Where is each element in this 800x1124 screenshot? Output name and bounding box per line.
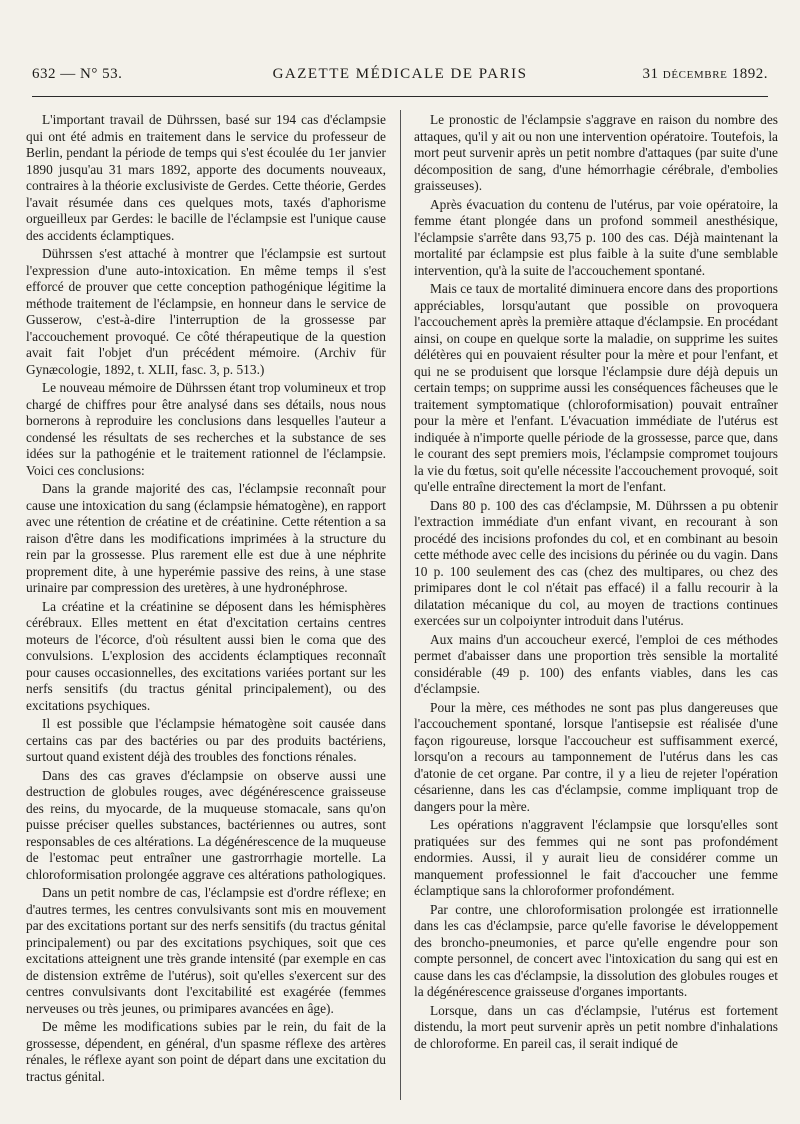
issue-date-day: 31	[642, 66, 659, 82]
paragraph: Le pronostic de l'éclampsie s'aggrave en raison du nombre des attaques, qu'il y ait ou non une intervention opératoire. Toutefois, la mort peut survenir après un petit nombre d'attaques (par suite d'une décomposition de sang, d'une hémorrhagie cérébrale, d'embolies graisseuses).	[414, 112, 778, 193]
paragraph: Dans des cas graves d'éclampsie on observe aussi une destruction de globules rouges, avec dégénérescence graisseuse des reins, du myocarde, de la muqueuse stomacale, sans qu'on puisse préciser quelles substances, bactériennes ou autres, sont responsables de ces altérations. La dégénérescence de la muqueuse de l'estomac peut entraîner une gastrorrhagie mortelle. La chloroformisation prolongée aggrave ces altérations pathologiques.	[26, 767, 386, 882]
header-rule	[32, 96, 768, 97]
column-divider	[400, 110, 401, 1100]
paragraph: Les opérations n'aggravent l'éclampsie que lorsqu'elles sont pratiquées sur des femmes qui ne sont pas profondément endormies. Aussi, il y aurait lieu de considérer comme un manquement professionnel le fait d'accoucher une femme éclamptique sans la chloroformer profondément.	[414, 817, 778, 898]
paragraph: Il est possible que l'éclampsie hématogène soit causée dans certains cas par des bactéries ou par des produits bactériens, surtout quand existent déjà des troubles des fonctions rénales.	[26, 716, 386, 764]
paragraph: Le nouveau mémoire de Dührssen étant trop volumineux et trop chargé de chiffres pour être analysé dans ses détails, nous nous bornerons à reproduire les conclusions dans lesquelles l'auteur a condensé les résultats de ses recherches et la substance de ses idées sur la pathogénie et le traitement rationnel de l'éclampsie. Voici ces conclusions:	[26, 380, 386, 478]
paragraph: Aux mains d'un accoucheur exercé, l'emploi de ces méthodes permet d'abaisser dans une proportion très sensible la mortalité considérable (49 p. 100) des enfants viables, dans les cas d'éclampsie.	[414, 631, 778, 696]
paragraph: De même les modifications subies par le rein, du fait de la grossesse, dépendent, en général, d'un spasme réflexe des artères rénales, le réflexe ayant son point de départ dans une excitation du tractus génital.	[26, 1019, 386, 1084]
right-column	[414, 112, 778, 1052]
paragraph: Pour la mère, ces méthodes ne sont pas plus dangereuses que l'accouchement spontané, lorsque l'antisepsie est réalisée d'une façon rigoureuse, lorsque l'accoucheur est suffisamment exercé, lorsqu'on a recours au tamponnement de l'utérus dans les cas d'atonie de cet organe. Par contre, il y a lieu de rejeter l'opération césarienne, dans les cas d'éclampsie, comme impliquant trop de dangers pour la mère.	[414, 699, 778, 814]
paragraph: Par contre, une chloroformisation prolongée est irrationnelle dans les cas d'éclampsie, parce qu'elle favorise le développement des broncho-pneumonies, et parce qu'elle engendre pour son compte personnel, de concert avec l'intoxication du sang qui est en cause dans les cas d'éclampsie, la dissolution des globules rouges et la dégénérescence graisseuse d'organes importants.	[414, 901, 778, 999]
running-header	[32, 66, 768, 88]
paragraph: Après évacuation du contenu de l'utérus, par voie opératoire, la femme étant plongée dans un profond sommeil anesthésique, l'éclampsie s'arrête dans 93,75 p. 100 des cas. Déjà maintenant la mortalité par éclampsie est plus faible à la suite d'une semblable intervention, qu'à la suite de l'accouchement spontané.	[414, 196, 778, 278]
paragraph: L'important travail de Dührssen, basé sur 194 cas d'éclampsie qui ont été admis en traitement dans le service du professeur de Berlin, pendant la période de temps qui s'est écoulée du 1er janvier 1890 jusqu'au 31 mars 1892, apporte des documents nouveaux, contraires à la théorie exclusiviste de Gerdes. Cette théorie, Gerdes l'avait résumée dans ces quelques mots, taxés d'aphorisme orgueilleux par Gerdes: le bacille de l'éclampsie est l'unique cause des accidents éclamptiques.	[26, 112, 386, 243]
paragraph: Dührssen s'est attaché à montrer que l'éclampsie est surtout l'expression d'une auto-intoxication. En même temps il s'est efforcé de prouver que cette conception pathogénique légitime la méthode traitement de l'éclampsie, en honneur dans le service de Gusserow, c'est-à-dire l'interruption de la grossesse par l'accouchement provoqué. Ce côté thérapeutique de la question avait fait l'objet d'un précédent mémoire. (Archiv für Gynæcologie, 1892, t. XLII, fasc. 3, p. 513.)	[26, 246, 386, 377]
paragraph: Lorsque, dans un cas d'éclampsie, l'utérus est fortement distendu, la mort peut survenir après un petit nombre d'inhalations de chloroforme. En pareil cas, il serait indiqué de	[414, 1002, 778, 1051]
journal-title: GAZETTE MÉDICALE DE PARIS	[272, 66, 528, 82]
issue-date-year: 1892.	[731, 66, 768, 82]
issue-date-month: DÉCEMBRE	[662, 69, 728, 81]
left-column	[26, 112, 386, 1085]
page-number: 632 — N° 53.	[32, 66, 123, 82]
paragraph: Dans la grande majorité des cas, l'éclampsie reconnaît pour cause une intoxication du sang (éclampsie hématogène), en rapport avec une rétention de créatine et de créatinine. Cette rétention a sa raison d'être dans les modifications imprimées à la structure du rein par la grossesse. Plus rarement elle est due à une néphrite proprement dite, à une hyperémie passive des reins, à une stase urinaire par compression des uretères, à une hydronéphrose.	[26, 481, 386, 595]
paragraph: Mais ce taux de mortalité diminuera encore dans des proportions appréciables, lorsqu'autant que possible on provoquera l'accouchement après la première attaque d'éclampsie. En procédant ainsi, on coupe en quelque sorte la maladie, on supprime les suites délétères qui en pouvaient résulter pour la mère et pour l'enfant, et qui ne se produisent que lorsque l'éclampsie dure déjà depuis un certain temps; on supprime aussi les conséquences fâcheuses que le traitement symptomatique (chloroformisation) pouvait entraîner pour la mère et l'enfant. L'évacuation immédiate de l'utérus est indiquée à n'importe quelle période de la grossesse, parce que, dans le courant des sept premiers mois, l'éclampsie compromet toujours la vie du fœtus, soit qu'elle nécessite l'accouchement provoqué, soit qu'elle entraîne directement la mort de l'enfant.	[414, 281, 778, 494]
paragraph: Dans un petit nombre de cas, l'éclampsie est d'ordre réflexe; en d'autres termes, les centres convulsivants sont mis en mouvement par des excitations portant sur des nerfs sensitifs (du tractus génital principalement) ou par des excitations psychiques, soit que ces excitations atteignent une très grande intensité (par exemple en cas de distension extrême de l'utérus), soit qu'elles s'exercent sur des centres convulsivants dont l'excitabilité est exagérée (femmes nerveuses ou très jeunes, ou primipares avancées en âge).	[26, 885, 386, 1016]
paragraph: Dans 80 p. 100 des cas d'éclampsie, M. Dührssen a pu obtenir l'extraction immédiate d'un enfant vivant, en recourant à son procédé des incisions profondes du col, et en combinant au besoin cette méthode avec celle des incisions du périnée ou du vagin. Dans 10 p. 100 seulement des cas (chez des multipares, ou chez des primipares dont le col n'était pas effacé) il a fallu recourir à la dilatation mécanique du col, au moyen de tractions continues exercées sur un colpoіynter introduit dans l'utérus.	[414, 497, 778, 628]
issue-date	[643, 66, 768, 83]
paragraph: La créatine et la créatinine se déposent dans les hémisphères cérébraux. Elles mettent en état d'excitation certains centres moteurs de l'écorce, d'où résultent aussi bien le coma que des convulsions. L'explosion des accidents éclamptiques reconnaît pour causes occasionnelles, des excitations variées portant sur les nerfs sensitifs (du tractus génital principalement), ou des excitations psychiques.	[26, 598, 386, 713]
